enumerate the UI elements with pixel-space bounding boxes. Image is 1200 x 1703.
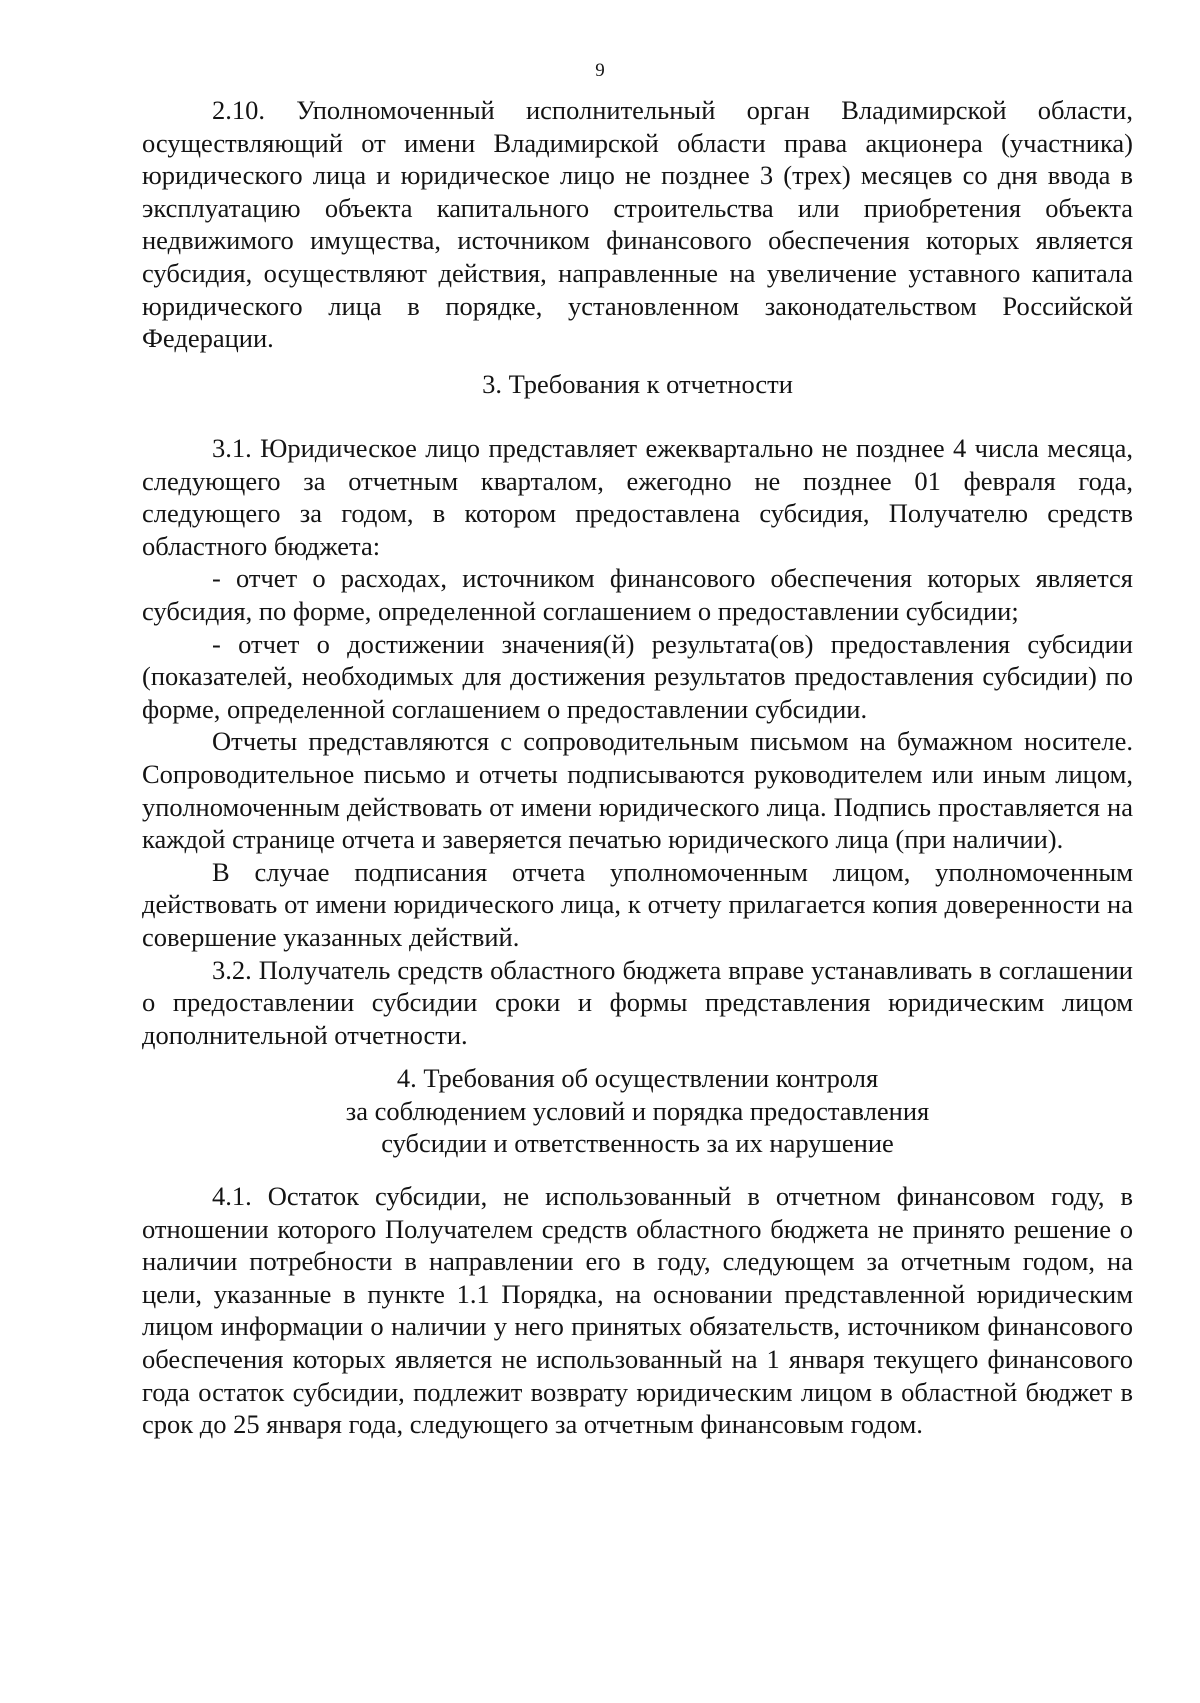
section-3-body <box>142 432 1133 1051</box>
page-number: 9 <box>595 60 605 81</box>
section-4-body <box>142 1180 1133 1441</box>
paragraph-authorized-person: В случае подписания отчета уполномоченным лицом, уполномоченным действовать от имени юридического лица, к отчету прилагается копия доверенности на совершение указанных действий. <box>142 856 1133 952</box>
list-item-expense-report: - отчет о расходах, источником финансового обеспечения которых является субсидия, по форме, определенной соглашением о предоставлении субсидии; <box>142 563 1133 626</box>
section-2-continuation <box>142 94 1133 355</box>
section-4-heading-line-2: за соблюдением условий и порядка предоставления <box>345 1095 930 1126</box>
paragraph-4-1: 4.1. Остаток субсидии, не использованный в отчетном финансовом году, в отношении которого Получателем средств областного бюджета не принято решение о наличии потребности в направлении его в году, следующем за отчетным годом, на цели, указанные в пункте 1.1 Порядка, на основании представленной юридическим лицом информации о наличии у него принятых обязательств, источником финансового обеспечения которых является не использованный на 1 января текущего финансового года остаток субсидии, подлежит возврату юридическим лицом в областной бюджет в срок до 25 января года, следующего за отчетным финансовым годом. <box>142 1181 1133 1440</box>
section-4-heading <box>142 1062 1133 1160</box>
section-4-heading-line-1: 4. Требования об осуществлении контроля <box>396 1063 879 1093</box>
section-4-heading-line-3: субсидии и ответственность за их нарушение <box>381 1128 894 1159</box>
paragraph-2-10: 2.10. Уполномоченный исполнительный орган Владимирской области, осуществляющий от имени Владимирской области права акционера (участника) юридического лица и юридическое лицо не позднее 3 (трех) месяцев со дня ввода в эксплуатацию объекта капитального строительства или приобретения объекта недвижимого имущества, источником финансового обеспечения которых является субсидия, осуществляют действия, направленные на увеличение уставного капитала юридического лица в порядке, установленном законодательством Российской Федерации. <box>142 95 1133 354</box>
paragraph-3-1: 3.1. Юридическое лицо представляет ежеквартально не позднее 4 числа месяца, следующего за отчетным кварталом, ежегодно не позднее 01 февраля года, следующего за годом, в котором предоставлена субсидия, Получателю средств областного бюджета: <box>142 433 1133 561</box>
section-4-heading-block <box>142 1062 1133 1160</box>
paragraph-3-2: 3.2. Получатель средств областного бюджета вправе устанавливать в соглашении о предоставлении субсидии сроки и формы представления юридическим лицом дополнительной отчетности. <box>142 954 1133 1050</box>
section-3-heading: 3. Требования к отчетности <box>482 369 793 399</box>
paragraph-reports-submission: Отчеты представляются с сопроводительным письмом на бумажном носителе. Сопроводительное письмо и отчеты подписываются руководителем или иным лицом, уполномоченным действовать от имени юридического лица. Подпись проставляется на каждой странице отчета и заверяется печатью юридического лица (при наличии). <box>142 726 1133 855</box>
list-item-result-report: - отчет о достижении значения(й) результата(ов) предоставления субсидии (показателей, необходимых для достижения результатов предоставления субсидии) по форме, определенной соглашением о предоставлении субсидии. <box>142 628 1133 724</box>
section-3 <box>142 368 1133 401</box>
